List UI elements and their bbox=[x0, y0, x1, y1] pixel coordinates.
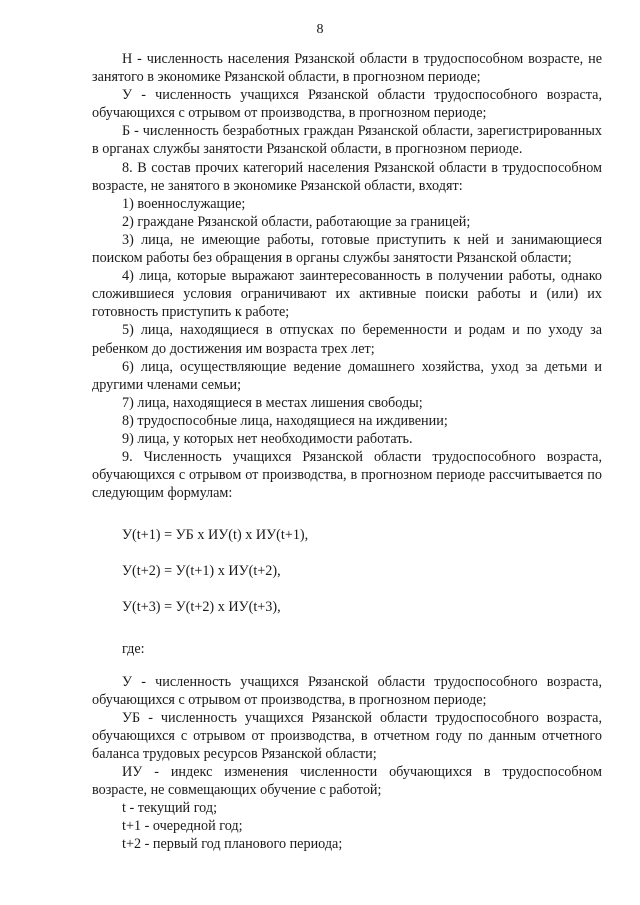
where-label: где: bbox=[122, 641, 145, 658]
list-item: 2) граждане Рязанской области, работающие за границей; bbox=[122, 213, 471, 230]
document-body bbox=[92, 50, 602, 854]
list-item: 3) лица, не имеющие работы, готовые приступить к ней и занимающиеся поиском работы без обращения в органы службы занятости Рязанской области; bbox=[92, 231, 602, 267]
formula-1: У(t+1) = УБ x ИУ(t) x ИУ(t+1), bbox=[122, 527, 309, 544]
page-number: 8 bbox=[316, 22, 324, 37]
list-item: 7) лица, находящиеся в местах лишения свободы; bbox=[122, 394, 423, 411]
section-9-intro: 9. Численность учащихся Рязанской области трудоспособного возраста, обучающихся с отрывом от производства, в прогнозном периоде рассчитывается по следующим формулам: bbox=[92, 449, 602, 502]
definition-u: У - численность учащихся Рязанской области трудоспособного возраста, обучающихся с отрывом от производства, в прогнозном периоде; bbox=[92, 87, 602, 122]
term-item: t+1 - очередной год; bbox=[122, 818, 243, 835]
definition-item: ИУ - индекс изменения численности обучающихся в трудоспособном возрасте, не совмещающих обучение с работой; bbox=[92, 764, 602, 799]
definition-b: Б - численность безработных граждан Рязанской области, зарегистрированных в органах службы занятости Рязанской области, в прогнозном периоде. bbox=[92, 123, 602, 158]
formula-3: У(t+3) = У(t+2) x ИУ(t+3), bbox=[122, 599, 281, 616]
list-item: 1) военнослужащие; bbox=[122, 195, 246, 212]
list-item: 4) лица, которые выражают заинтересованность в получении работы, однако сложившиеся условия ограничивают их активные поиски работы и (или) их готовность приступить к работе; bbox=[92, 268, 602, 321]
definition-h: Н - численность населения Рязанской области в трудоспособном возрасте, не занятого в экономике Рязанской области, в прогнозном периоде; bbox=[92, 51, 602, 86]
term-item: t+2 - первый год планового периода; bbox=[122, 836, 343, 853]
section-8-intro: 8. В состав прочих категорий населения Рязанской области в трудоспособном возрасте, не занятого в экономике Рязанской области, входят: bbox=[92, 159, 602, 194]
formula-2: У(t+2) = У(t+1) x ИУ(t+2), bbox=[122, 563, 281, 580]
list-item: 9) лица, у которых нет необходимости работать. bbox=[122, 430, 413, 447]
list-item: 6) лица, осуществляющие ведение домашнего хозяйства, уход за детьми и другими членами семьи; bbox=[92, 358, 602, 393]
list-item: 5) лица, находящиеся в отпусках по беременности и родам и по уходу за ребенком до достижения им возраста трех лет; bbox=[92, 322, 602, 357]
term-item: t - текущий год; bbox=[122, 800, 218, 817]
definition-item: У - численность учащихся Рязанской области трудоспособного возраста, обучающихся с отрывом от производства, в прогнозном периоде; bbox=[92, 673, 602, 708]
definition-item: УБ - численность учащихся Рязанской области трудоспособного возраста, обучающихся с отрывом от производства, в отчетном году по данным отчетного баланса трудовых ресурсов Рязанской области; bbox=[92, 709, 602, 762]
list-item: 8) трудоспособные лица, находящиеся на иждивении; bbox=[122, 412, 448, 429]
